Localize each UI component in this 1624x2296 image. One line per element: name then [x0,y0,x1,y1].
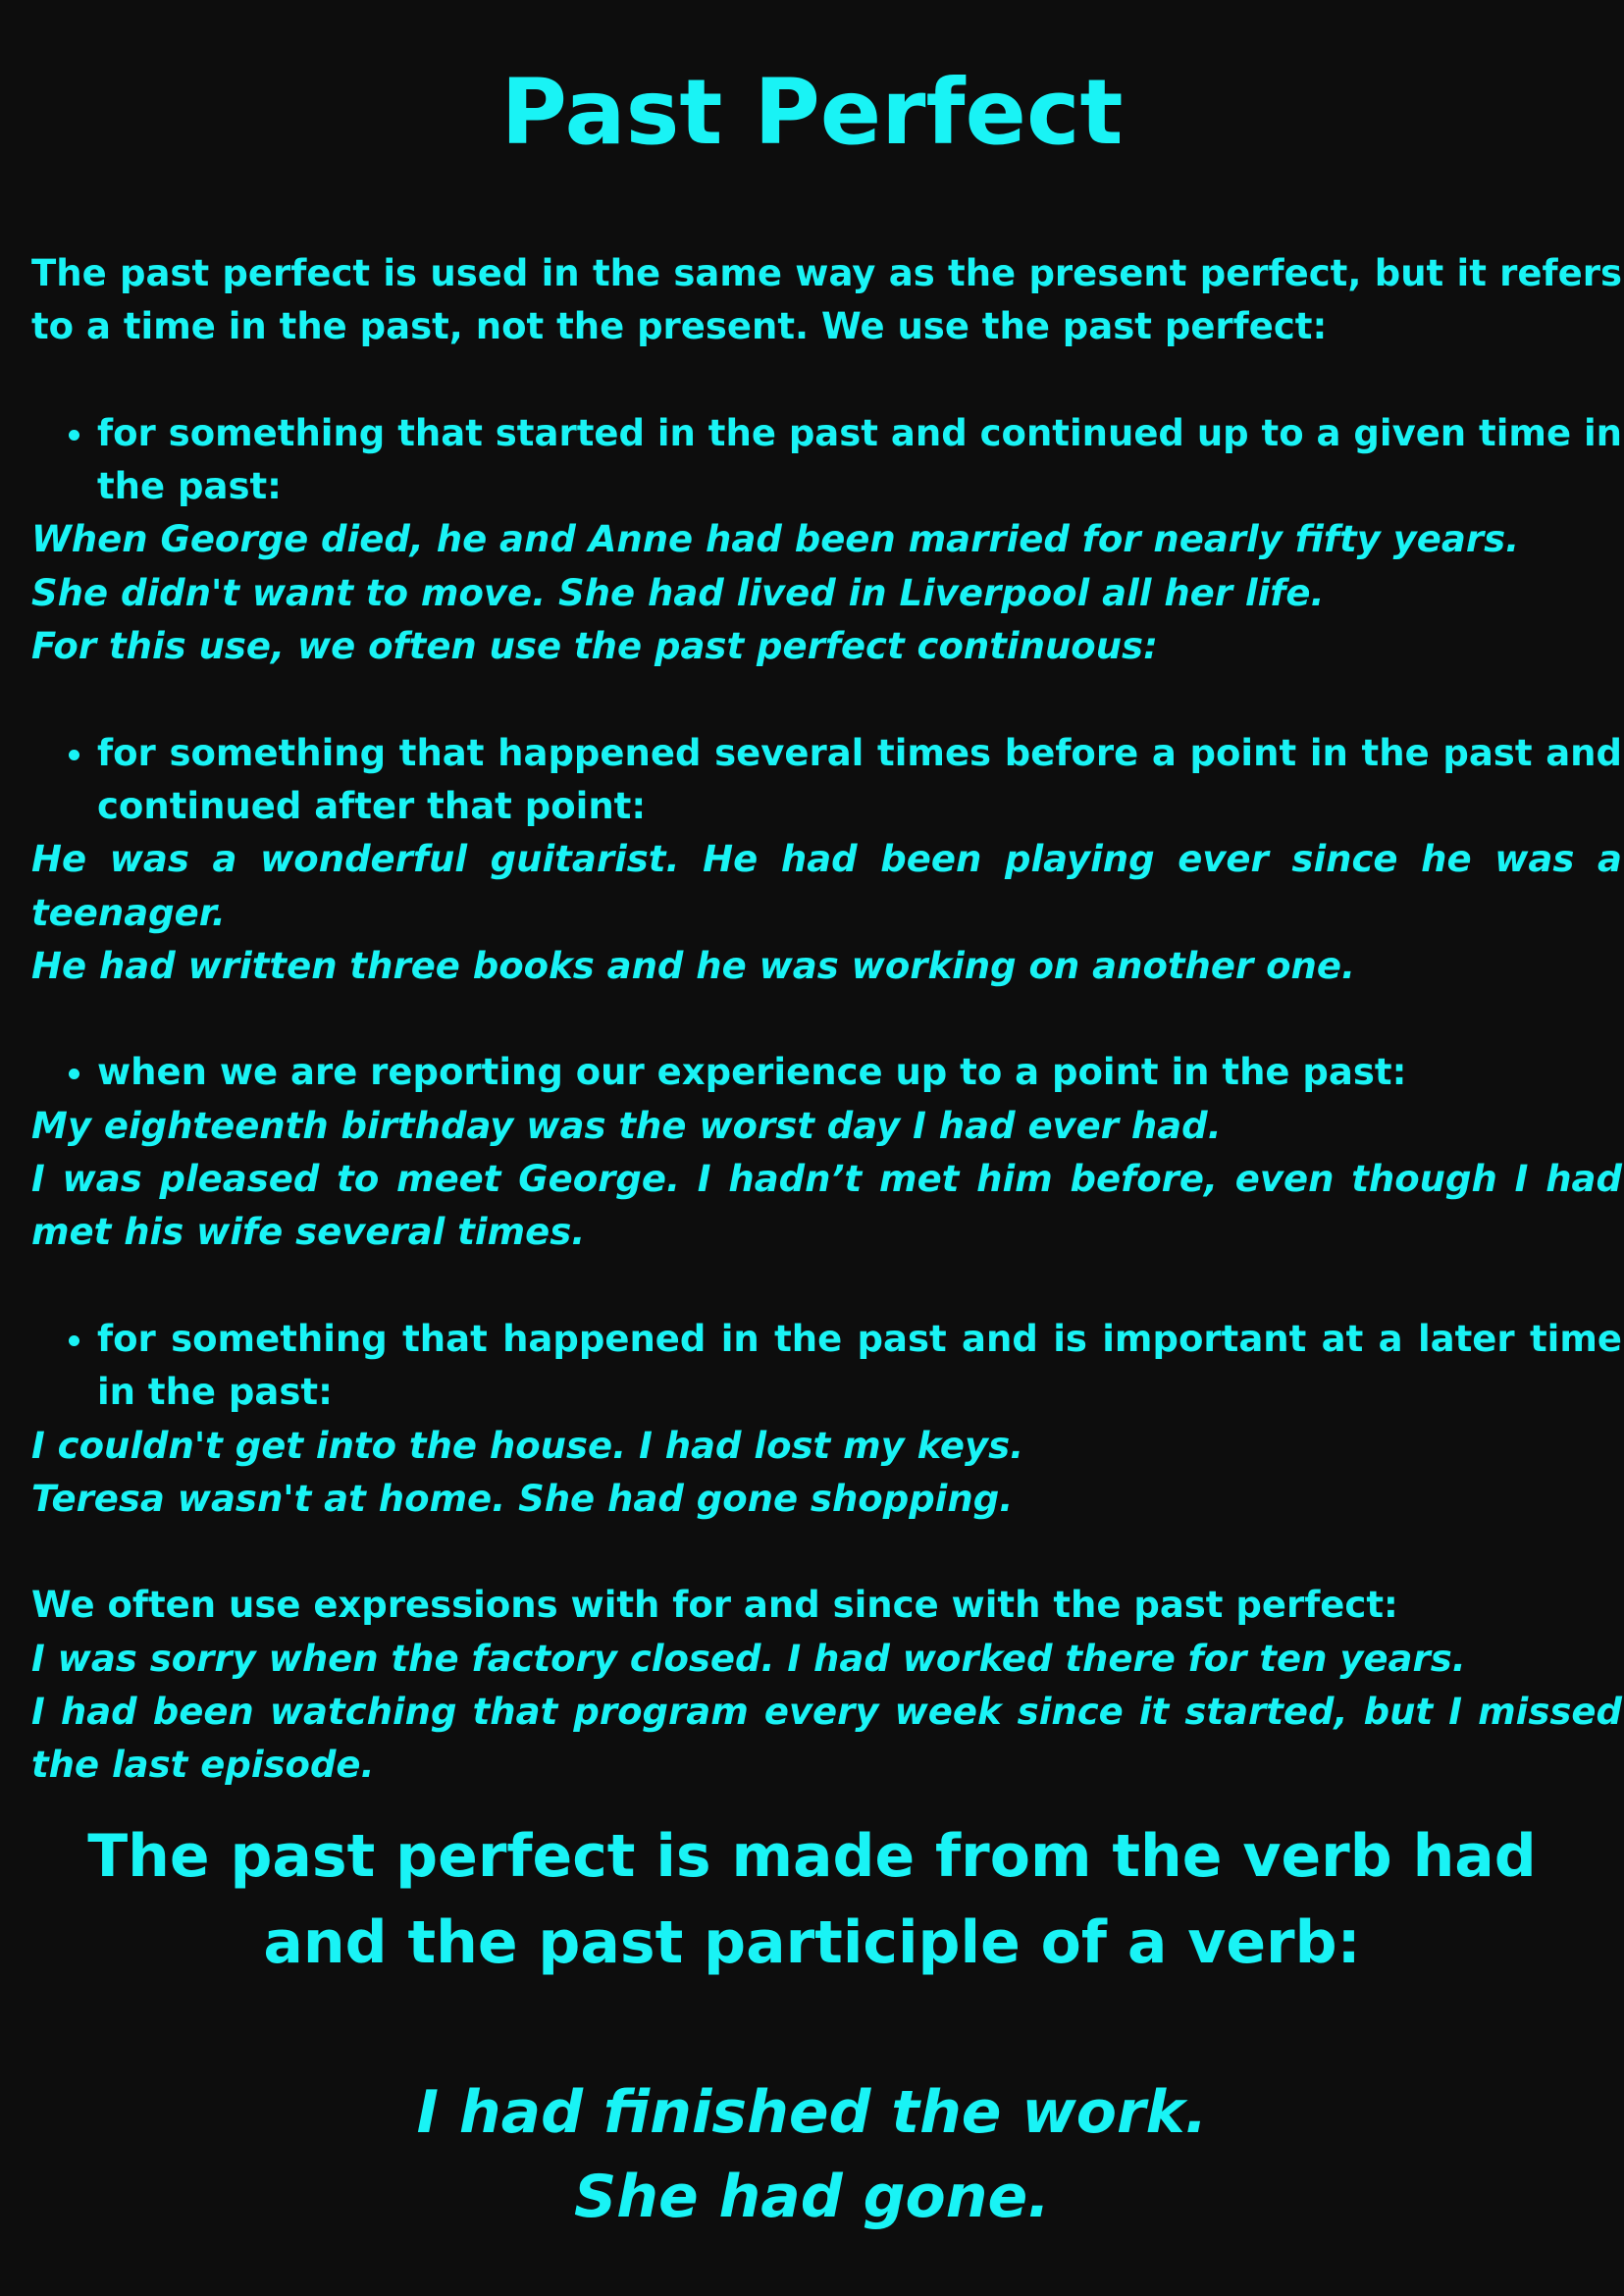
example-sentence: I couldn't get into the house. I had lost my keys. [31,1424,1024,1467]
example-sentence: He was a wonderful guitarist. He had been playing ever since he was a teenager. [31,838,1622,934]
use-bullet: • for something that started in the past and continued up to a given time in the past: [97,407,1622,514]
spacer [31,673,1622,726]
example-sentence: For this use, we often use the past perfect continuous: [31,625,1158,668]
example-sentence: He had written three books and he was working on another one. [31,944,1356,987]
spacer [31,354,1622,407]
spacer [31,1526,1622,1579]
example-sentence: She didn't want to move. She had lived in Liverpool all her life. [31,571,1325,614]
example-sentence: I was pleased to meet George. I hadn’t met him before, even though I had met his wife several times. [31,1158,1622,1254]
use-list-3 [31,1046,1622,1099]
form-example: She had gone. [574,2163,1050,2231]
form-examples [31,2070,1593,2239]
example-sentence: Teresa wasn't at home. She had gone shopping. [31,1477,1014,1520]
use-list-1 [31,407,1622,514]
form-example: I had finished the work. [416,2078,1208,2147]
use-list-4 [31,1313,1622,1420]
intro-paragraph: The past perfect is used in the same way as the present perfect, but it refers to a time in the past, not the present. We use the past perfect: [31,252,1622,348]
example-sentence: My eighteenth birthday was the worst day I had ever had. [31,1104,1222,1147]
use-bullet: • for something that happened in the past and is important at a later time in the past: [97,1313,1622,1420]
example-sentence: I had been watching that program every week since it started, but I missed the last episode. [31,1691,1622,1787]
spacer [31,993,1622,1046]
use-bullet: • when we are reporting our experience up to a point in the past: [97,1046,1622,1099]
form-summary: The past perfect is made from the verb had and the past participle of a verb: [87,1822,1537,1977]
use-bullet: • for something that happened several times before a point in the past and continued after that point: [97,727,1622,834]
example-sentence: When George died, he and Anne had been married for nearly fifty years. [31,518,1520,561]
use-list-2 [31,727,1622,834]
for-since-paragraph: We often use expressions with for and since with the past perfect: [31,1584,1398,1627]
page-title: Past Perfect [500,60,1124,165]
example-sentence: I was sorry when the factory closed. I had worked there for ten years. [31,1637,1466,1680]
spacer [31,1260,1622,1313]
main-content [31,247,1622,1793]
